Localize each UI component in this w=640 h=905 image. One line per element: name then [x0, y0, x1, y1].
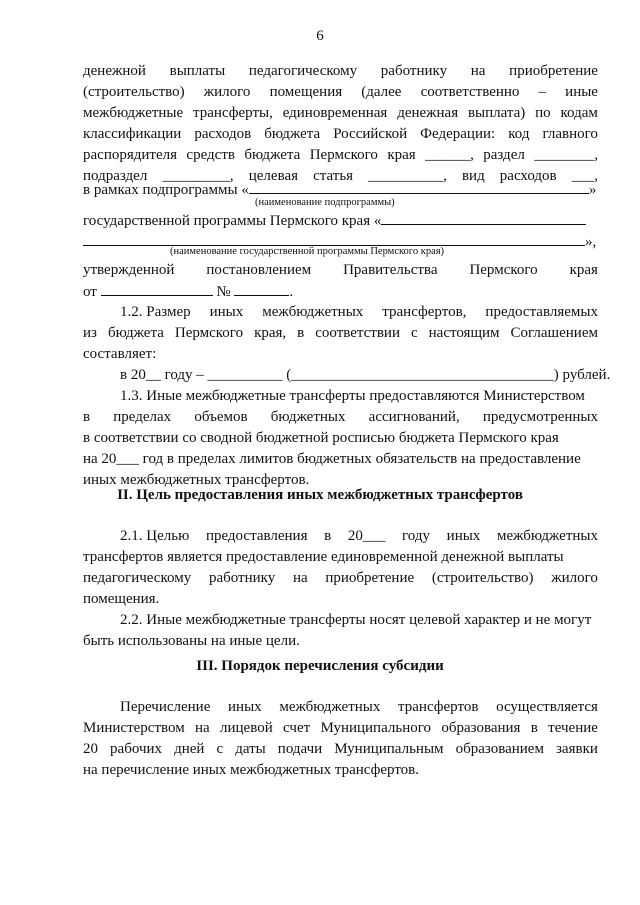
word: дней: [174, 741, 205, 757]
word: бюджетных: [270, 409, 346, 425]
word: рабочих: [110, 741, 163, 757]
program-blank-2: [83, 232, 585, 246]
word: приобретение: [325, 570, 415, 586]
word: подачи: [277, 741, 323, 757]
word: (строительство): [431, 570, 534, 586]
word: бюджета: [107, 325, 164, 341]
word: выплаты: [169, 63, 226, 79]
word: с: [410, 325, 418, 341]
para-1-3-line-4: на 20___ год в пределах лимитов бюджетных обязательств на предоставление: [83, 451, 581, 467]
word: главного: [542, 126, 598, 142]
word: ассигнований,: [368, 409, 460, 425]
word: распорядителя: [83, 147, 177, 163]
word: на: [195, 720, 210, 736]
section-3-line-1: [120, 698, 598, 716]
word: в: [297, 325, 305, 341]
section-3-heading: III. Порядок перечисления субсидии: [196, 658, 444, 674]
word: трансфертов: [398, 699, 479, 715]
word: (далее: [361, 84, 402, 100]
subprogram-blank: [249, 180, 589, 194]
word: образованием: [455, 741, 544, 757]
para-2-2-line-2: быть использованы на иные цели.: [83, 633, 300, 649]
word: жилого: [203, 84, 251, 100]
subprogram-prefix: в рамках подпрограммы «: [83, 182, 249, 198]
word: помещения: [269, 84, 343, 100]
word: постановлением: [206, 262, 312, 278]
line-10: [83, 261, 598, 279]
word: работнику: [380, 63, 448, 79]
word: 2.1. Целью: [120, 528, 190, 544]
word: заявки: [556, 741, 598, 757]
word: образования: [441, 720, 521, 736]
word: бюджета: [244, 147, 301, 163]
word: предоставляемых: [485, 304, 598, 320]
para-1-3-line-1: 1.3. Иные межбюджетные трансферты предоставляются Министерством: [120, 388, 585, 404]
word: соответствии: [315, 325, 400, 341]
program-prefix: государственной программы Пермского края «: [83, 213, 382, 229]
word: утвержденной: [83, 262, 175, 278]
word: предусмотренных: [482, 409, 598, 425]
line-1: [83, 62, 598, 80]
word: классификации: [83, 126, 182, 142]
line-8: [83, 211, 586, 230]
word: из: [83, 325, 97, 341]
word: __________,: [368, 168, 447, 184]
word: межбюджетных: [496, 528, 598, 544]
word: с: [216, 741, 224, 757]
line-5: [83, 146, 598, 164]
para-1-2-line-2: [83, 324, 598, 342]
para-1-2-line-1: [120, 303, 598, 321]
word: Пермского: [469, 262, 538, 278]
word: ________,: [534, 147, 598, 163]
section-3-line-2: [83, 719, 598, 737]
word: настоящим: [428, 325, 500, 341]
word: Пермского: [309, 147, 378, 163]
word: целевая: [248, 168, 299, 184]
word: пределах: [113, 409, 172, 425]
line-4: [83, 125, 598, 143]
word: приобретение: [509, 63, 598, 79]
para-1-3-line-3: в соответствии со сводной бюджетной росписью бюджета Пермского края: [83, 430, 559, 446]
word: Муниципального: [320, 720, 432, 736]
word: –: [538, 84, 547, 100]
word: лицевой: [220, 720, 273, 736]
word: трансферты,: [193, 105, 273, 121]
word: в: [83, 409, 91, 425]
word: ______,: [425, 147, 474, 163]
word: соответственно: [420, 84, 520, 100]
word: счет: [283, 720, 311, 736]
word: Федерации:: [420, 126, 496, 142]
word: Российской: [333, 126, 408, 142]
word: жилого: [551, 570, 598, 586]
word: раздел: [483, 147, 525, 163]
word: края: [569, 262, 598, 278]
word: педагогическому: [83, 570, 192, 586]
word: Соглашением: [510, 325, 598, 341]
word: Пермского: [174, 325, 244, 341]
word: код: [508, 126, 530, 142]
word: края,: [254, 325, 287, 341]
word: бюджета: [264, 126, 321, 142]
word: Муниципальным: [334, 741, 444, 757]
word: году: [402, 528, 431, 544]
word: _________,: [162, 168, 234, 184]
word: межбюджетных: [262, 304, 364, 320]
section-2-heading: II. Цель предоставления иных межбюджетных трансфертов: [117, 487, 523, 503]
word: (строительство): [83, 84, 185, 100]
word: межбюджетных: [279, 699, 381, 715]
word: кодам: [560, 105, 598, 121]
date-blank: [101, 282, 213, 296]
word: педагогическому: [248, 63, 358, 79]
word: выплата): [467, 105, 526, 121]
word: ___,: [571, 168, 598, 184]
line-3: [83, 104, 598, 122]
word: в: [324, 528, 332, 544]
para-2-1-line-2: трансфертов является предоставление единовременной денежной выплаты: [83, 549, 564, 565]
section-3-line-3: [83, 740, 598, 758]
word: иные: [565, 84, 598, 100]
word: трансфертов,: [382, 304, 467, 320]
word: вид: [461, 168, 485, 184]
word: единовременная: [282, 105, 388, 121]
subprogram-suffix: »: [588, 182, 597, 198]
word: Правительства: [343, 262, 438, 278]
para-1-2-line-3: составляет:: [83, 346, 157, 362]
word: на: [292, 570, 308, 586]
word: 20: [83, 741, 98, 757]
word: денежной: [83, 63, 146, 79]
para-1-3-line-2: [83, 408, 598, 426]
section-3-line-4: на перечисление иных межбюджетных трансфертов.: [83, 762, 420, 778]
word: иных: [228, 699, 262, 715]
word: иных: [209, 304, 244, 320]
word: денежная: [397, 105, 459, 121]
word: Министерством: [83, 720, 185, 736]
para-2-1-line-1: [120, 527, 598, 545]
para-2-1-line-4: помещения.: [83, 591, 160, 607]
date-prefix: от: [83, 284, 97, 300]
number-blank: [234, 282, 289, 296]
word: предоставления: [205, 528, 308, 544]
subprogram-caption: (наименование подпрограммы): [255, 197, 395, 208]
word: в: [530, 720, 538, 736]
word: статья: [313, 168, 354, 184]
program-blank-1: [381, 211, 586, 225]
number-sign: №: [216, 284, 231, 300]
word: межбюджетные: [83, 105, 184, 121]
page-number: 6: [316, 28, 324, 44]
word: Перечисление: [120, 699, 211, 715]
program-caption: (наименование государственной программы Пермского края): [170, 246, 445, 257]
word: подраздел: [83, 168, 148, 184]
word: иных: [446, 528, 481, 544]
word: течение: [548, 720, 598, 736]
word: края: [387, 147, 416, 163]
word: расходов: [194, 126, 252, 142]
word: расходов: [499, 168, 557, 184]
line-2: [83, 83, 598, 101]
para-1-2-amount: в 20__ году – __________ (___________________________________) рублей.: [120, 367, 611, 383]
word: по: [535, 105, 551, 121]
word: даты: [235, 741, 266, 757]
para-2-1-line-3: [83, 569, 598, 587]
word: объемов: [194, 409, 248, 425]
para-1-3-line-5: иных межбюджетных трансфертов.: [83, 472, 310, 488]
word: 20___: [347, 528, 386, 544]
word: на: [470, 63, 486, 79]
word: 1.2. Размер: [120, 304, 191, 320]
line-11: от № .: [83, 284, 294, 300]
word: осуществляется: [496, 699, 598, 715]
para-2-2-line-1: 2.2. Иные межбюджетные трансферты носят целевой характер и не могут: [120, 612, 592, 628]
word: средств: [186, 147, 235, 163]
word: работнику: [208, 570, 276, 586]
program-suffix: »,: [585, 234, 597, 250]
